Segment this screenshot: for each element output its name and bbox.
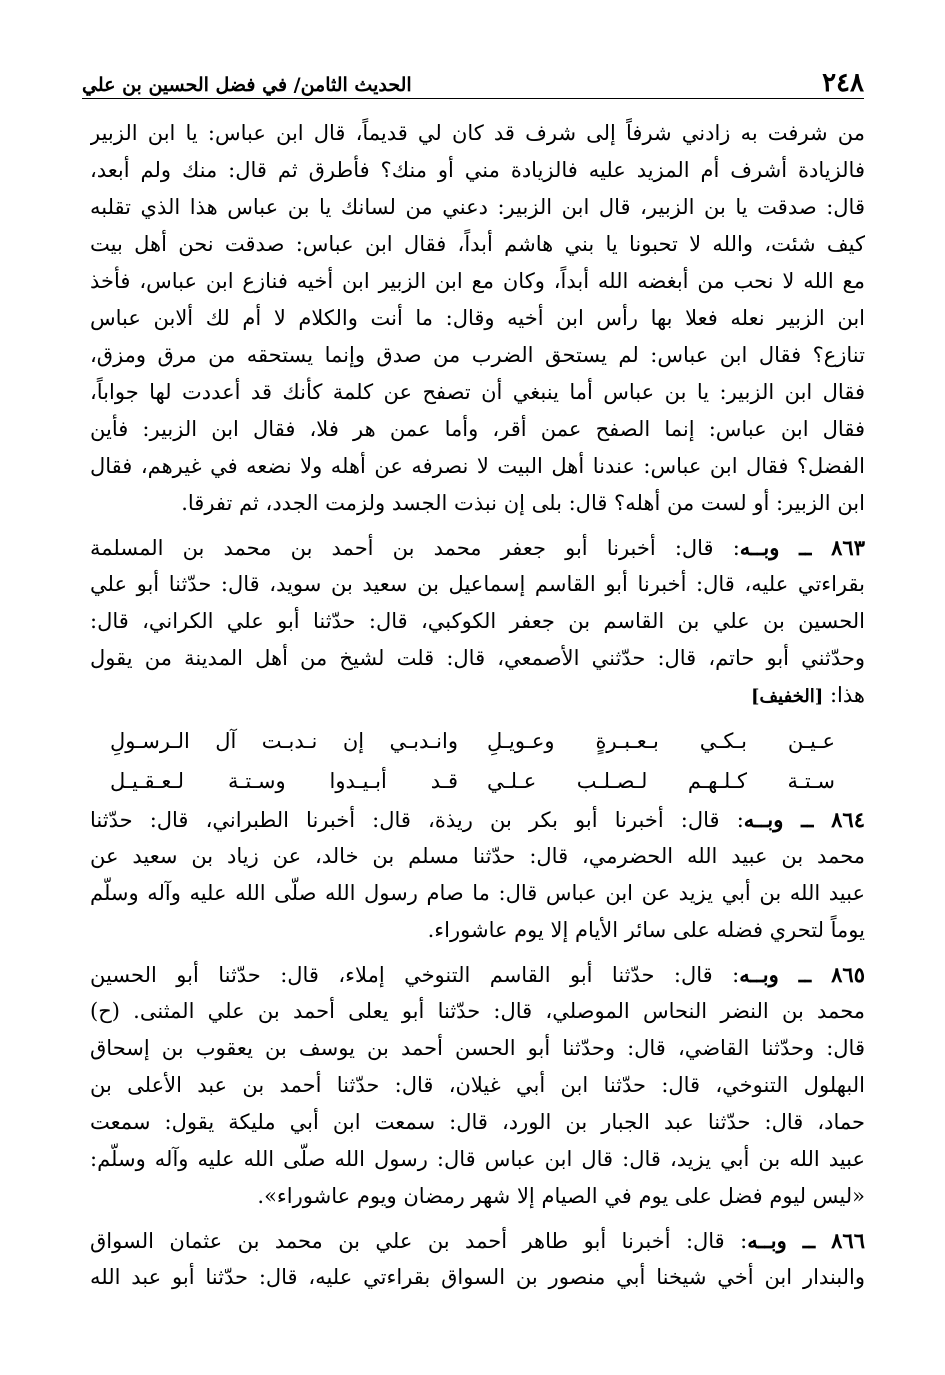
poetic-meter: [الخفيف] [750,686,824,707]
text-span: : قال: أخبرنا أبو طاهر أحمد بن علي بن محمد بن عثمان السواق [90,1229,748,1253]
running-title: الحديث الثامن/ في فضل الحسين بن علي [82,74,412,96]
poem [90,721,865,801]
hadith-number: ٨٦٤ ــ وبــه [743,807,865,832]
hadith-863 [90,529,865,714]
text-line: حماد، قال: حدّثنا عبد الجبار بن الورد، قال: سمعت ابن أبي مليكة يقول: سمعت [90,1110,865,1134]
text-line: بقراءتي عليه، قال: أخبرنا أبو القاسم إسماعيل بن سعيد بن سويد، قال: حدّثنا أبو علي [90,572,865,596]
text-line: من شرفت به زادني شرفاً إلى شرف قد كان لي قديماً، قال ابن عباس: يا ابن الزبير [90,121,865,145]
text-line: فقال ابن الزبير: يا بن عباس أما ينبغي أن تصفح عن كلمة كأنك قد أعددت لها جواباً، [90,380,865,404]
text-line: مع الله لا نحب من أبغضه الله أبداً، وكان مع ابن الزبير ابن أخيه فنازع ابن عباس، فأخذ [90,269,865,293]
text-line: عبيد الله بن أبي يزيد عن ابن عباس قال: ما صام رسول الله صلّى الله عليه وآله وسلّم [90,881,865,905]
text-line: ابن الزبير نعله فعلا بها رأس ابن أخيه وقال: ما أنت والكلام لا أم لك ألابن عباس [90,306,865,330]
text-span: : قال: حدّثنا أبو القاسم التنوخي إملاء، قال: حدّثنا أبو الحسين [90,963,740,987]
text-line: كيف شئت، والله لا تحبونا يا بني هاشم أبداً، فقال ابن عباس: صدقت نحن أهل بيت [90,232,865,256]
verse-line [110,761,835,801]
page-body [90,115,865,1296]
hemistich-first: سـتـة كـلـهـم لـصـلـب عـلـي [487,769,835,793]
text-line: والبندار ابن أخي شيخنا أبي منصور بن السواق بقراءتي عليه، قال: حدّثنا أبو عبد الله [90,1265,865,1289]
hemistich-second: وانـدبـي إن نـدبـت آل الـرسـولِ [110,729,458,753]
text-line: ابن الزبير: أو لست من أهله؟ قال: بلى إن نبذت الجسد ولزمت الجدد، ثم تفرقا. [181,491,865,515]
text-line: قال: صدقت يا بن الزبير، قال ابن الزبير: دعني من لسانك يا بن عباس هذا الذي تقلبه [90,195,865,219]
text-line: فالزيادة أشرف أم المزيد عليه فالزيادة مني أو منك؟ فأطرق ثم قال: منك ولم أبعد، [90,158,865,182]
text-line: محمد بن عبيد الله الحضرمي، قال: حدّثنا مسلم بن خالد، عن زياد بن سعيد عن [90,844,865,868]
hemistich-first: عـيـن بـكـي بـعـبـرةٍ وعـويـلِ [487,729,835,753]
text-line: قال: وحدّثنا القاضي، قال: وحدّثنا أبو الحسن أحمد بن يوسف بن يعقوب بن إسحاق [90,1036,865,1060]
text-line [90,529,865,566]
text-span: : قال: أخبرنا أبو بكر بن ريذة، قال: أخبرنا الطبراني، قال: حدّثنا [90,808,744,832]
hadith-number: ٨٦٥ ــ وبــه [739,962,865,987]
verse-line [110,721,835,761]
text-line: «ليس ليوم فضل على يوم في الصيام إلا شهر رمضان ويوم عاشوراء». [257,1184,865,1208]
text-line [90,1222,865,1259]
hadith-number: ٨٦٦ ــ وبــه [747,1228,865,1253]
hadith-864 [90,801,865,949]
page-number: ٢٤٨ [822,68,864,98]
text-line: عبيد الله بن أبي يزيد، قال: قال ابن عباس قال: رسول الله صلّى الله عليه وآله وسلّم: [90,1147,865,1171]
text-line [90,677,865,714]
text-line: فقال ابن عباس: إنما الصفح عمن أقر، وأما عمن هر فلا، فقال ابن الزبير: فأين [90,417,865,441]
hadith-865 [90,956,865,1215]
text-span: : قال: أخبرنا أبو جعفر محمد بن أحمد بن محمد بن المسلمة [90,536,740,560]
text-line: يوماً لتحري فضله على سائر الأيام إلا يوم عاشوراء. [427,918,865,942]
text-line [90,801,865,838]
text-span: هذا: [829,683,865,707]
text-line: محمد بن النضر النحاس الموصلي، قال: حدّثنا أبو يعلى أحمد بن علي المثنى. (ح) [90,999,865,1023]
text-line: الحسين بن علي بن القاسم بن جعفر الكوكبي، قال: حدّثنا أبو علي الكراني، قال: [90,609,865,633]
hadith-866 [90,1222,865,1296]
text-line: البهلول التنوخي، قال: حدّثنا ابن أبي غيلان، قال: حدّثنا أحمد بن عبد الأعلى بن [90,1073,865,1097]
page-header [82,62,864,99]
text-line [90,956,865,993]
hemistich-second: قـد أبـيـدوا وسـتـة لـعـقـيـل [110,769,458,793]
hadith-number: ٨٦٣ ــ وبــه [739,535,865,560]
text-line: الفضل؟ فقال ابن عباس: عندنا أهل البيت لا نصرفه عن أهله ولا نضعه في غيرهم، فقال [90,454,865,478]
text-line: تنازع؟ فقال ابن عباس: لم يستحق الضرب من صدق وإنما يستحقه من مرق ومزق، [90,343,865,367]
text-line: وحدّثني أبو حاتم، قال: حدّثني الأصمعي، قال: قلت لشيخ من أهل المدينة من يقول [90,646,865,670]
paragraph-dialogue [90,115,865,522]
